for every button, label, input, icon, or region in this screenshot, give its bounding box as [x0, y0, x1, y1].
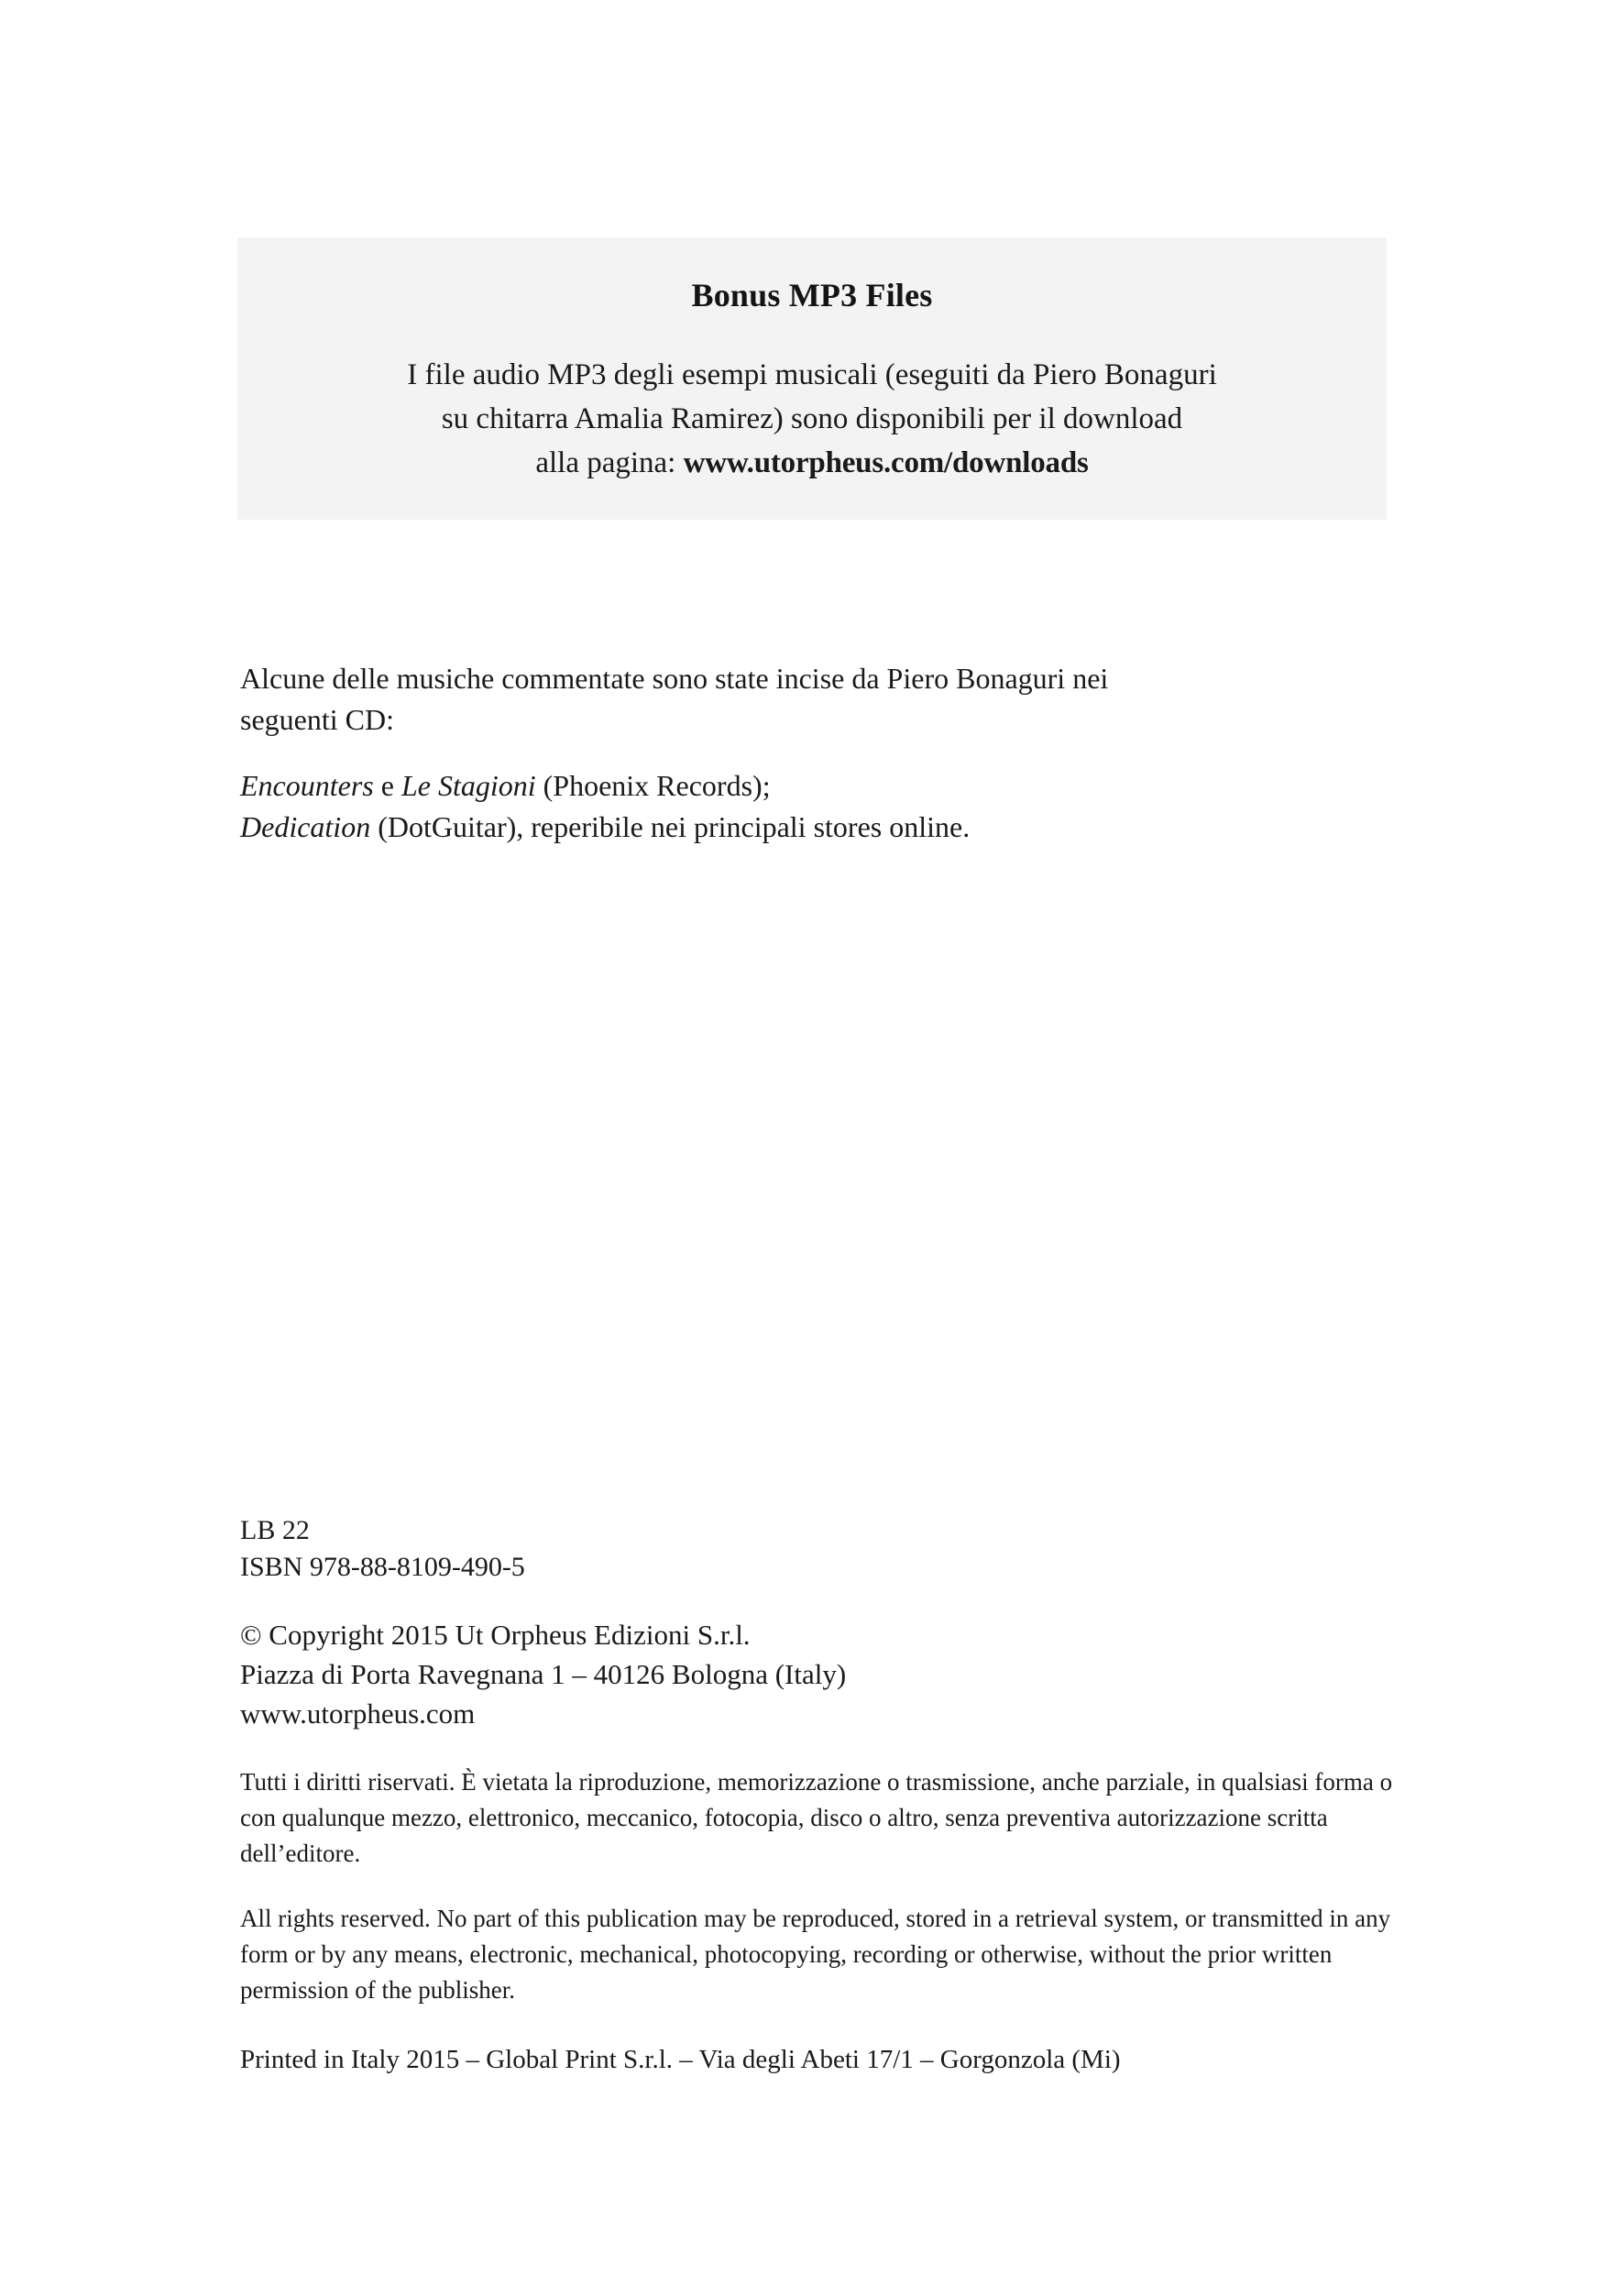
cd-list-item	[240, 807, 1386, 848]
cd-intro-paragraph	[240, 658, 1386, 742]
copyright-line: © Copyright 2015 Ut Orpheus Edizioni S.r.l.	[240, 1619, 751, 1652]
isbn-number: ISBN 978-88-8109-490-5	[240, 1551, 525, 1582]
rights-notice-italian: Tutti i diritti riservati. È vietata la riproduzione, memorizzazione o trasmissione, anche parziale, in qualsiasi forma o con qualunque mezzo, elettronico, meccanico, fotocopia, disco o altro, senza preventiva autorizzazione scritta dell’editore.	[240, 1768, 1393, 1868]
publisher-website[interactable]: www.utorpheus.com	[240, 1697, 476, 1730]
cd-recordings-note	[240, 658, 1386, 849]
bonus-mp3-panel	[237, 237, 1387, 520]
printed-in-line: Printed in Italy 2015 – Global Print S.r.l. – Via degli Abeti 17/1 – Gorgonzola (Mi)	[240, 2044, 1121, 2074]
downloads-url[interactable]: www.utorpheus.com/downloads	[683, 445, 1089, 479]
cd-list-item	[240, 765, 1386, 807]
copyright-block	[240, 1616, 1395, 1733]
cd-label-phoenix: (Phoenix Records);	[535, 768, 771, 802]
bonus-line-3-prefix: alla pagina:	[535, 445, 684, 479]
cd-title-dedication: Dedication	[240, 810, 371, 844]
bonus-mp3-description	[280, 354, 1344, 486]
cd-list	[240, 765, 1386, 849]
cd-conjunction: e	[373, 768, 401, 802]
cd-title-le-stagioni: Le Stagioni	[401, 768, 536, 802]
bonus-line-2: su chitarra Amalia Ramirez) sono disponibili per il download	[441, 402, 1183, 436]
cd-label-dotguitar: (DotGuitar), reperibile nei principali stores online.	[370, 810, 971, 844]
cd-intro-line-2: seguenti CD:	[240, 703, 394, 737]
colophon	[240, 1512, 1395, 2078]
publisher-address: Piazza di Porta Ravegnana 1 – 40126 Bologna (Italy)	[240, 1657, 847, 1690]
catalog-number: LB 22	[240, 1515, 310, 1545]
bonus-mp3-heading: Bonus MP3 Files	[691, 277, 933, 313]
catalog-identifiers	[240, 1512, 1395, 1585]
cd-title-encounters: Encounters	[240, 768, 374, 802]
bonus-line-1: I file audio MP3 degli esempi musicali (eseguiti da Piero Bonaguri	[407, 358, 1217, 392]
cd-intro-line-1: Alcune delle musiche commentate sono state incise da Piero Bonaguri nei	[240, 662, 1109, 695]
rights-notice-english: All rights reserved. No part of this publication may be reproduced, stored in a retrieval system, or transmitted in any form or by any means, electronic, mechanical, photocopying, recording or otherwise, without the prior written permission of the publisher.	[240, 1905, 1391, 2004]
